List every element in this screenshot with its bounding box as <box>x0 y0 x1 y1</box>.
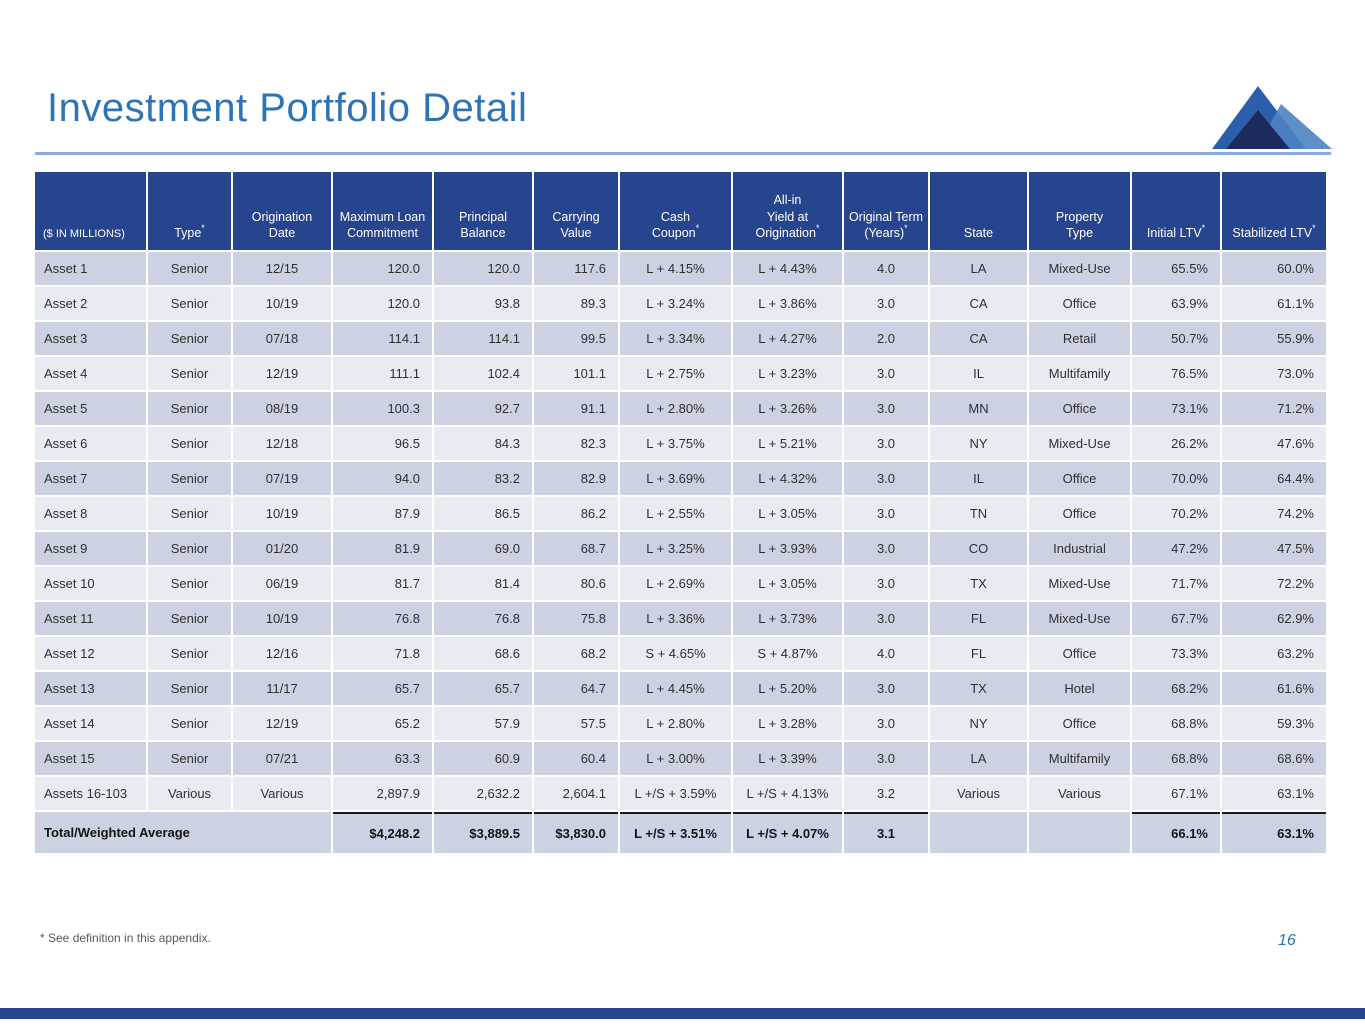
cell: TX <box>930 672 1027 705</box>
cell: 65.7 <box>434 672 532 705</box>
page-title: Investment Portfolio Detail <box>47 86 528 130</box>
cell: CA <box>930 287 1027 320</box>
cell: L + 4.32% <box>733 462 842 495</box>
cell: L + 2.55% <box>620 497 731 530</box>
cell: 80.6 <box>534 567 618 600</box>
cell: FL <box>930 637 1027 670</box>
cell: FL <box>930 602 1027 635</box>
cell: Mixed-Use <box>1029 252 1130 285</box>
cell: 86.2 <box>534 497 618 530</box>
mountain-logo-icon <box>1212 84 1332 149</box>
cell: L + 5.20% <box>733 672 842 705</box>
cell: 65.7 <box>333 672 432 705</box>
cell: 3.2 <box>844 777 928 810</box>
cell: 06/19 <box>233 567 331 600</box>
cell: 86.5 <box>434 497 532 530</box>
cell: L + 3.86% <box>733 287 842 320</box>
cell: 60.0% <box>1222 252 1326 285</box>
cell: Asset 4 <box>35 357 146 390</box>
cell: 47.6% <box>1222 427 1326 460</box>
cell: 64.4% <box>1222 462 1326 495</box>
cell: L + 3.26% <box>733 392 842 425</box>
cell: 96.5 <box>333 427 432 460</box>
cell: Office <box>1029 462 1130 495</box>
cell: 94.0 <box>333 462 432 495</box>
cell: 75.8 <box>534 602 618 635</box>
cell: Senior <box>148 252 231 285</box>
cell: 67.1% <box>1132 777 1220 810</box>
cell: 47.2% <box>1132 532 1220 565</box>
cell: L + 3.93% <box>733 532 842 565</box>
cell: Asset 10 <box>35 567 146 600</box>
cell: TN <box>930 497 1027 530</box>
cell: Senior <box>148 637 231 670</box>
cell: Asset 9 <box>35 532 146 565</box>
total-cell: $3,889.5 <box>434 812 532 853</box>
cell: 87.9 <box>333 497 432 530</box>
cell: 3.0 <box>844 532 928 565</box>
cell: 67.7% <box>1132 602 1220 635</box>
cell: 3.0 <box>844 462 928 495</box>
cell: 55.9% <box>1222 322 1326 355</box>
cell: 117.6 <box>534 252 618 285</box>
cell: Senior <box>148 602 231 635</box>
cell: 3.0 <box>844 707 928 740</box>
cell: 68.8% <box>1132 707 1220 740</box>
cell: 64.7 <box>534 672 618 705</box>
cell: CA <box>930 322 1027 355</box>
cell: 81.7 <box>333 567 432 600</box>
column-header-5: Carrying Value <box>534 172 618 250</box>
cell: 50.7% <box>1132 322 1220 355</box>
cell: 71.2% <box>1222 392 1326 425</box>
table-row <box>35 602 1326 635</box>
cell: 07/21 <box>233 742 331 775</box>
footnote: * See definition in this appendix. <box>40 931 211 945</box>
cell: 68.8% <box>1132 742 1220 775</box>
cell: Senior <box>148 742 231 775</box>
cell: Asset 7 <box>35 462 146 495</box>
column-header-8: Original Term (Years)* <box>844 172 928 250</box>
cell: 73.1% <box>1132 392 1220 425</box>
cell: 111.1 <box>333 357 432 390</box>
cell: Asset 8 <box>35 497 146 530</box>
cell: 01/20 <box>233 532 331 565</box>
cell: Asset 3 <box>35 322 146 355</box>
cell: L + 3.34% <box>620 322 731 355</box>
cell: 100.3 <box>333 392 432 425</box>
cell: 68.2 <box>534 637 618 670</box>
cell: L + 4.15% <box>620 252 731 285</box>
cell: 93.8 <box>434 287 532 320</box>
cell: 102.4 <box>434 357 532 390</box>
cell: MN <box>930 392 1027 425</box>
cell: LA <box>930 742 1027 775</box>
cell: Senior <box>148 322 231 355</box>
cell: 62.9% <box>1222 602 1326 635</box>
cell: 63.1% <box>1222 777 1326 810</box>
cell: 3.0 <box>844 357 928 390</box>
cell: 65.5% <box>1132 252 1220 285</box>
cell: 3.0 <box>844 427 928 460</box>
table-row <box>35 497 1326 530</box>
cell: 73.3% <box>1132 637 1220 670</box>
column-header-7: All-in Yield at Origination* <box>733 172 842 250</box>
cell: 4.0 <box>844 637 928 670</box>
cell: 10/19 <box>233 602 331 635</box>
table-row <box>35 392 1326 425</box>
cell: 57.5 <box>534 707 618 740</box>
cell: L + 3.24% <box>620 287 731 320</box>
cell: L + 4.27% <box>733 322 842 355</box>
cell: 101.1 <box>534 357 618 390</box>
header-row <box>35 172 1326 250</box>
cell: IL <box>930 357 1027 390</box>
cell: 81.9 <box>333 532 432 565</box>
cell: 3.0 <box>844 672 928 705</box>
cell: 3.0 <box>844 742 928 775</box>
table-row <box>35 252 1326 285</box>
cell: Multifamily <box>1029 742 1130 775</box>
bottom-accent-bar <box>0 1008 1365 1019</box>
cell: Mixed-Use <box>1029 427 1130 460</box>
cell: Asset 14 <box>35 707 146 740</box>
cell: 70.0% <box>1132 462 1220 495</box>
cell: Asset 6 <box>35 427 146 460</box>
cell: Various <box>233 777 331 810</box>
total-cell: 63.1% <box>1222 812 1326 853</box>
cell: Senior <box>148 427 231 460</box>
total-cell <box>930 812 1027 853</box>
table-row <box>35 777 1326 810</box>
cell: 4.0 <box>844 252 928 285</box>
table-row <box>35 532 1326 565</box>
cell: S + 4.87% <box>733 637 842 670</box>
cell: Senior <box>148 567 231 600</box>
cell: L +/S + 3.59% <box>620 777 731 810</box>
cell: Asset 11 <box>35 602 146 635</box>
cell: 68.6 <box>434 637 532 670</box>
cell: 26.2% <box>1132 427 1220 460</box>
cell: 68.2% <box>1132 672 1220 705</box>
cell: TX <box>930 567 1027 600</box>
cell: IL <box>930 462 1027 495</box>
table-row <box>35 287 1326 320</box>
table-row <box>35 742 1326 775</box>
cell: L + 3.23% <box>733 357 842 390</box>
cell: Asset 12 <box>35 637 146 670</box>
cell: L + 3.39% <box>733 742 842 775</box>
cell: L + 4.43% <box>733 252 842 285</box>
cell: NY <box>930 427 1027 460</box>
cell: 60.9 <box>434 742 532 775</box>
cell: 83.2 <box>434 462 532 495</box>
cell: 61.1% <box>1222 287 1326 320</box>
cell: Asset 5 <box>35 392 146 425</box>
cell: 12/16 <box>233 637 331 670</box>
cell: 63.9% <box>1132 287 1220 320</box>
cell: Asset 15 <box>35 742 146 775</box>
cell: 120.0 <box>333 287 432 320</box>
cell: L + 3.00% <box>620 742 731 775</box>
cell: L + 2.80% <box>620 392 731 425</box>
cell: 76.8 <box>434 602 532 635</box>
page-number: 16 <box>1278 932 1296 949</box>
cell: 12/19 <box>233 707 331 740</box>
total-cell: L +/S + 3.51% <box>620 812 731 853</box>
table-row <box>35 462 1326 495</box>
cell: Senior <box>148 497 231 530</box>
total-row <box>35 812 1326 853</box>
cell: L + 2.80% <box>620 707 731 740</box>
cell: 10/19 <box>233 287 331 320</box>
cell: 63.3 <box>333 742 432 775</box>
cell: 65.2 <box>333 707 432 740</box>
cell: L + 3.36% <box>620 602 731 635</box>
cell: 3.0 <box>844 287 928 320</box>
cell: 12/15 <box>233 252 331 285</box>
title-divider <box>35 152 1331 155</box>
cell: 68.7 <box>534 532 618 565</box>
cell: 71.8 <box>333 637 432 670</box>
cell: 71.7% <box>1132 567 1220 600</box>
cell: Office <box>1029 637 1130 670</box>
cell: 2,632.2 <box>434 777 532 810</box>
cell: 92.7 <box>434 392 532 425</box>
cell: 60.4 <box>534 742 618 775</box>
cell: L + 3.25% <box>620 532 731 565</box>
cell: 2,897.9 <box>333 777 432 810</box>
column-header-0: ($ IN MILLIONS) <box>35 172 146 250</box>
cell: 08/19 <box>233 392 331 425</box>
column-header-2: Origination Date <box>233 172 331 250</box>
table-row <box>35 567 1326 600</box>
cell: Senior <box>148 392 231 425</box>
column-header-12: Stabilized LTV* <box>1222 172 1326 250</box>
cell: Senior <box>148 672 231 705</box>
cell: Various <box>1029 777 1130 810</box>
table-row <box>35 707 1326 740</box>
column-header-10: Property Type <box>1029 172 1130 250</box>
cell: L + 3.05% <box>733 497 842 530</box>
column-header-1: Type* <box>148 172 231 250</box>
column-header-9: State <box>930 172 1027 250</box>
cell: L + 3.69% <box>620 462 731 495</box>
cell: Asset 13 <box>35 672 146 705</box>
total-cell: $3,830.0 <box>534 812 618 853</box>
cell: 120.0 <box>333 252 432 285</box>
cell: 84.3 <box>434 427 532 460</box>
cell: 07/19 <box>233 462 331 495</box>
cell: Various <box>930 777 1027 810</box>
cell: L + 3.75% <box>620 427 731 460</box>
total-cell <box>1029 812 1130 853</box>
cell: 12/18 <box>233 427 331 460</box>
cell: Senior <box>148 287 231 320</box>
cell: L + 2.69% <box>620 567 731 600</box>
cell: Office <box>1029 497 1130 530</box>
cell: 57.9 <box>434 707 532 740</box>
cell: L +/S + 4.13% <box>733 777 842 810</box>
cell: Senior <box>148 357 231 390</box>
column-header-3: Maximum Loan Commitment <box>333 172 432 250</box>
table-row <box>35 357 1326 390</box>
total-cell: L +/S + 4.07% <box>733 812 842 853</box>
cell: Asset 1 <box>35 252 146 285</box>
portfolio-table <box>33 170 1328 855</box>
cell: 99.5 <box>534 322 618 355</box>
cell: 47.5% <box>1222 532 1326 565</box>
cell: 12/19 <box>233 357 331 390</box>
table-row <box>35 427 1326 460</box>
cell: Senior <box>148 532 231 565</box>
cell: 69.0 <box>434 532 532 565</box>
cell: 74.2% <box>1222 497 1326 530</box>
cell: L + 4.45% <box>620 672 731 705</box>
cell: L + 3.05% <box>733 567 842 600</box>
cell: 3.0 <box>844 602 928 635</box>
cell: 73.0% <box>1222 357 1326 390</box>
cell: 76.8 <box>333 602 432 635</box>
cell: 120.0 <box>434 252 532 285</box>
cell: Hotel <box>1029 672 1130 705</box>
cell: 63.2% <box>1222 637 1326 670</box>
cell: LA <box>930 252 1027 285</box>
cell: Office <box>1029 707 1130 740</box>
total-cell: 66.1% <box>1132 812 1220 853</box>
cell: 82.9 <box>534 462 618 495</box>
cell: Retail <box>1029 322 1130 355</box>
cell: Office <box>1029 287 1130 320</box>
cell: 91.1 <box>534 392 618 425</box>
cell: 3.0 <box>844 567 928 600</box>
column-header-4: Principal Balance <box>434 172 532 250</box>
total-cell: 3.1 <box>844 812 928 853</box>
cell: 114.1 <box>333 322 432 355</box>
cell: NY <box>930 707 1027 740</box>
total-cell: $4,248.2 <box>333 812 432 853</box>
cell: Industrial <box>1029 532 1130 565</box>
cell: 72.2% <box>1222 567 1326 600</box>
cell: Assets 16-103 <box>35 777 146 810</box>
cell: 07/18 <box>233 322 331 355</box>
table-row <box>35 672 1326 705</box>
cell: L + 3.28% <box>733 707 842 740</box>
cell: 10/19 <box>233 497 331 530</box>
cell: L + 5.21% <box>733 427 842 460</box>
cell: Senior <box>148 462 231 495</box>
cell: 3.0 <box>844 497 928 530</box>
cell: 89.3 <box>534 287 618 320</box>
column-header-11: Initial LTV* <box>1132 172 1220 250</box>
cell: 114.1 <box>434 322 532 355</box>
cell: Mixed-Use <box>1029 567 1130 600</box>
cell: 68.6% <box>1222 742 1326 775</box>
cell: 11/17 <box>233 672 331 705</box>
cell: 2,604.1 <box>534 777 618 810</box>
cell: Mixed-Use <box>1029 602 1130 635</box>
cell: L + 2.75% <box>620 357 731 390</box>
cell: 3.0 <box>844 392 928 425</box>
table-row <box>35 322 1326 355</box>
cell: Multifamily <box>1029 357 1130 390</box>
cell: CO <box>930 532 1027 565</box>
cell: 70.2% <box>1132 497 1220 530</box>
cell: 61.6% <box>1222 672 1326 705</box>
cell: 82.3 <box>534 427 618 460</box>
column-header-6: Cash Coupon* <box>620 172 731 250</box>
cell: L + 3.73% <box>733 602 842 635</box>
cell: Various <box>148 777 231 810</box>
cell: Office <box>1029 392 1130 425</box>
cell: 76.5% <box>1132 357 1220 390</box>
cell: 81.4 <box>434 567 532 600</box>
cell: Asset 2 <box>35 287 146 320</box>
total-label: Total/Weighted Average <box>35 812 331 853</box>
cell: Senior <box>148 707 231 740</box>
cell: S + 4.65% <box>620 637 731 670</box>
cell: 2.0 <box>844 322 928 355</box>
cell: 59.3% <box>1222 707 1326 740</box>
table-row <box>35 637 1326 670</box>
